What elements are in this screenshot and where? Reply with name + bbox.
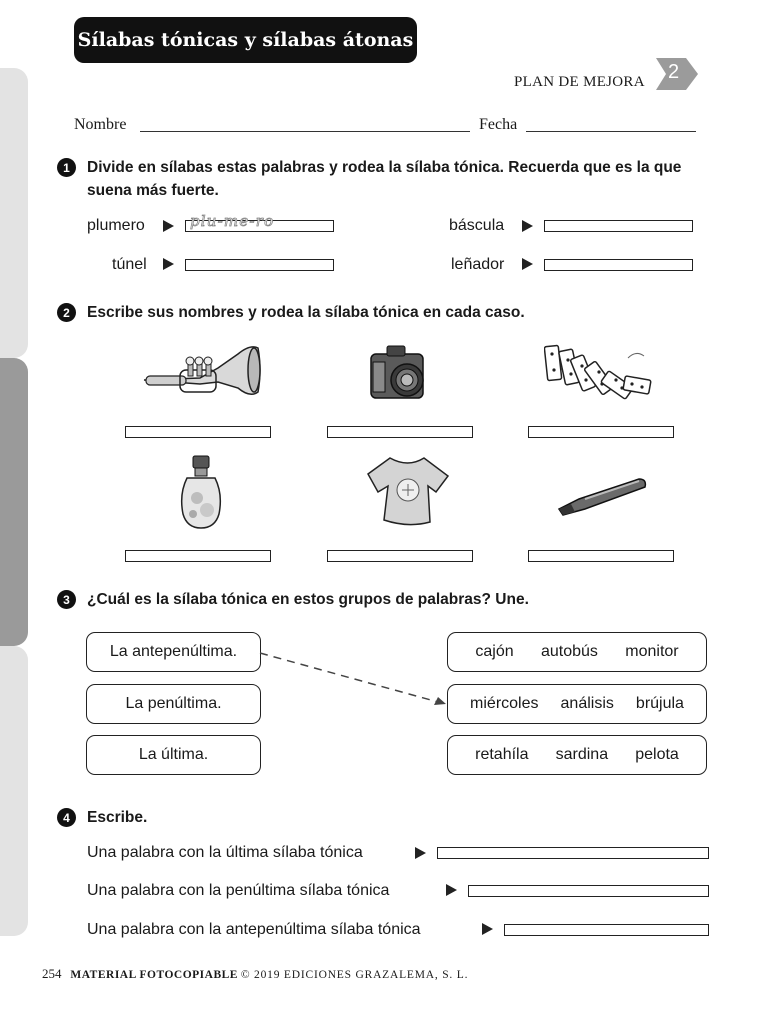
answer-tunel[interactable] xyxy=(185,259,334,271)
plan-number: 2 xyxy=(668,61,680,83)
name-field[interactable] xyxy=(140,131,470,132)
exercise-4-instruction: Escribe. xyxy=(87,809,148,826)
perfume-bottle-picture xyxy=(177,454,225,530)
marker-pen-picture xyxy=(555,475,649,517)
trumpet-picture xyxy=(140,340,262,404)
exercise-3-instruction: ¿Cuál es la sílaba tónica en estos grupos de palabras? Une. xyxy=(87,591,529,608)
group-word: autobús xyxy=(540,643,598,660)
group-word: miércoles xyxy=(470,695,539,712)
answer-bascula[interactable] xyxy=(544,220,693,232)
name-label: Nombre xyxy=(74,116,127,133)
word-lenador: leñador xyxy=(451,256,505,273)
example-answer: plu-me-ro xyxy=(190,212,275,230)
word-plumero: plumero xyxy=(87,217,145,234)
side-tab-bottom xyxy=(0,646,28,936)
group-word: retahíla xyxy=(475,746,529,763)
exercise-2-number: 2 xyxy=(57,303,76,322)
word-group-2[interactable] xyxy=(447,684,707,724)
arrow-icon xyxy=(522,258,533,270)
picture-answer-6[interactable] xyxy=(528,550,674,562)
dominoes-picture xyxy=(544,340,654,406)
exercise-1-number: 1 xyxy=(57,158,76,177)
group-word: monitor xyxy=(625,643,679,660)
date-field[interactable] xyxy=(526,131,696,132)
page-footer xyxy=(42,966,468,982)
arrow-icon xyxy=(163,220,174,232)
picture-answer-1[interactable] xyxy=(125,426,271,438)
prompt-penultima: Una palabra con la penúltima sílaba tónica xyxy=(87,882,390,899)
group-word: pelota xyxy=(635,746,679,763)
answer-antepenultima[interactable] xyxy=(504,924,709,936)
word-group-3[interactable] xyxy=(447,735,707,775)
answer-lenador[interactable] xyxy=(544,259,693,271)
plan-label: PLAN DE MEJORA xyxy=(514,74,645,90)
exercise-4-number: 4 xyxy=(57,808,76,827)
exercise-1-instruction: Divide en sílabas estas palabras y rodea la sílaba tónica. Recuerda que es la que suena más fuerte. xyxy=(87,159,682,199)
prompt-antepenultima: Una palabra con la antepenúltima sílaba tónica xyxy=(87,921,421,938)
footer-material: MATERIAL FOTOCOPIABLE xyxy=(70,969,238,981)
answer-penultima[interactable] xyxy=(468,885,709,897)
word-group-1[interactable] xyxy=(447,632,707,672)
group-word: brújula xyxy=(635,695,684,712)
picture-answer-2[interactable] xyxy=(327,426,473,438)
footer-copyright: © 2019 EDICIONES GRAZALEMA, S. L. xyxy=(240,969,469,981)
worksheet-title: Sílabas tónicas y sílabas átonas xyxy=(74,17,417,63)
arrow-icon xyxy=(415,847,426,859)
group-word: cajón xyxy=(475,643,514,660)
example-connector-line xyxy=(258,648,450,708)
word-tunel: túnel xyxy=(112,256,147,273)
left-option-penultima[interactable]: La penúltima. xyxy=(86,684,261,724)
side-tab-top xyxy=(0,68,28,358)
plan-badge xyxy=(656,58,698,90)
picture-answer-3[interactable] xyxy=(528,426,674,438)
exercise-2-instruction: Escribe sus nombres y rodea la sílaba tónica en cada caso. xyxy=(87,304,525,321)
picture-answer-5[interactable] xyxy=(327,550,473,562)
side-tab-active xyxy=(0,358,28,646)
date-label: Fecha xyxy=(479,116,518,133)
picture-answer-4[interactable] xyxy=(125,550,271,562)
arrow-icon xyxy=(446,884,457,896)
word-bascula: báscula xyxy=(449,217,505,234)
arrow-icon xyxy=(482,923,493,935)
group-word: análisis xyxy=(560,695,614,712)
t-shirt-picture xyxy=(366,452,450,528)
answer-ultima[interactable] xyxy=(437,847,709,859)
exercise-3-number: 3 xyxy=(57,590,76,609)
page-number: 254 xyxy=(42,966,62,981)
arrow-icon xyxy=(522,220,533,232)
group-word: sardina xyxy=(555,746,609,763)
left-option-antepenultima[interactable]: La antepenúltima. xyxy=(86,632,261,672)
left-option-ultima[interactable]: La última. xyxy=(86,735,261,775)
camera-picture xyxy=(367,342,433,404)
prompt-ultima: Una palabra con la última sílaba tónica xyxy=(87,844,363,861)
arrow-icon xyxy=(163,258,174,270)
